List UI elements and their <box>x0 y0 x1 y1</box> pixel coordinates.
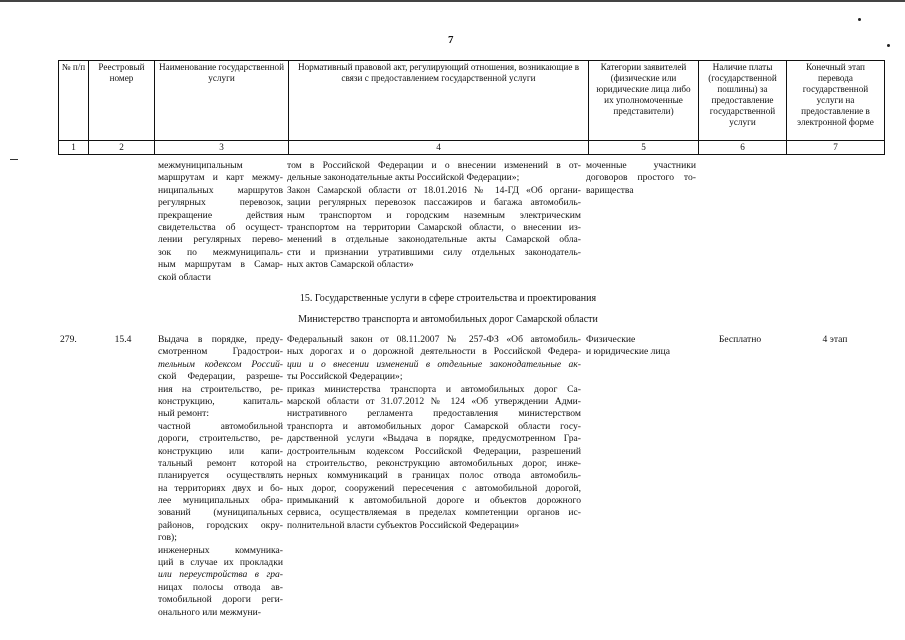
continued-legal-act <box>287 160 581 272</box>
text-line: сти и признании утратившими силу отдельных законодатель- <box>287 246 581 258</box>
text-line: ты Российской Федерации»; <box>287 371 403 383</box>
col-header-applicants: Категории заявителей (физические или юридические лица либо их уполномоченные представители) <box>589 61 699 141</box>
text-line: варищества <box>586 184 634 196</box>
col-header-num: № п/п <box>59 61 89 141</box>
text-line: на территориях двух и бо- <box>158 482 283 494</box>
col-number: 7 <box>787 141 885 155</box>
text-line: дороги, строительство, ре- <box>158 433 283 445</box>
fee: Бесплатно <box>718 334 762 345</box>
text-line: конструкцию или капи- <box>158 445 283 457</box>
text-line: тальный ремонт которой <box>158 457 283 469</box>
col-number: 6 <box>699 141 787 155</box>
row-number: 279. <box>60 334 77 345</box>
text-line: ным транспортом и городским наземным электрическим <box>287 209 581 221</box>
text-line: лении регулярных перево- <box>158 234 283 246</box>
text-line: нерных коммуникаций в границах полос отвода автомобиль- <box>287 470 581 482</box>
service-name <box>158 334 283 619</box>
text-line: Закон Самарской области от 18.01.2016 № 14-ГД «Об органи- <box>287 184 581 196</box>
text-line: Физические <box>586 334 636 345</box>
text-line: дельные законодательные акты Российской Федерации»; <box>287 172 520 184</box>
text-line: на строительство, реконструкцию автомобильных дорог, инже- <box>287 457 581 469</box>
text-line: ных дорог, сооружений пересечения с автомобильной дорогой, <box>287 482 581 494</box>
text-line: ской области <box>158 271 211 283</box>
text-line: менений в отдельные законодательные акты Самарской обла- <box>287 234 581 246</box>
text-line: маршрутам и карт межму- <box>158 172 283 184</box>
text-line: достроительным кодексом Российской Федерации, разрешений <box>287 445 581 457</box>
text-line: районов, городских окру- <box>158 519 283 531</box>
text-line: ных актов Самарской области» <box>287 259 414 271</box>
col-header-registry: Реестровый номер <box>89 61 155 141</box>
text-line: договоров простого то- <box>586 172 696 184</box>
scan-speck <box>858 18 861 21</box>
text-line: лее муниципальных обра- <box>158 495 283 507</box>
text-line: зований (муниципальных <box>158 507 283 519</box>
text-line: зации регулярных перевозок пассажиров и багажа автомобиль- <box>287 197 581 209</box>
text-line: планируется осуществлять <box>158 470 283 482</box>
applicants <box>586 334 696 359</box>
text-line: онального или межмуни- <box>158 606 262 618</box>
col-header-legal-act: Нормативный правовой акт, регулирующий отношения, возникающие в связи с предоставлением государственной услуги <box>289 61 589 141</box>
text-line: регулярных перевозок, <box>158 197 283 209</box>
col-number: 4 <box>289 141 589 155</box>
text-line: том в Российской Федерации и о внесении изменений в от- <box>287 160 581 171</box>
final-stage: 4 этап <box>822 334 848 345</box>
text-line: или переустройства в гра- <box>158 569 283 581</box>
col-number: 1 <box>59 141 89 155</box>
text-line: конструкцию, капиталь- <box>158 395 283 407</box>
col-header-fee: Наличие платы (государственной пошлины) за предоставление государственной услуги <box>699 61 787 141</box>
ministry-title: Министерство транспорта и автомобильных дорог Самарской области <box>298 314 598 325</box>
col-header-final-stage: Конечный этап перевода государственной услуги на предоставление в электронной форме <box>787 61 885 141</box>
text-line: нистративного регламента предоставления министерством <box>287 408 581 420</box>
text-line: зок по межмуниципаль- <box>158 246 283 258</box>
text-line: ций в случае их прокладки <box>158 557 283 569</box>
continued-applicants <box>586 160 696 197</box>
text-line: гов); <box>158 532 177 544</box>
text-line: и юридические лица <box>586 346 670 358</box>
text-line: приказ министерства транспорта и автомобильных дорог Са- <box>287 383 581 395</box>
text-line: Федеральный закон от 08.11.2007 № 257-ФЗ «Об автомобиль- <box>287 334 581 345</box>
text-line: межмуниципальным <box>158 160 243 171</box>
text-line: полнительной власти субъектов Российской Федерации» <box>287 519 520 531</box>
text-line: смотренном Градострои- <box>158 346 283 358</box>
legal-act <box>287 334 581 532</box>
text-line: прекращение действия <box>158 209 283 221</box>
col-header-service-name: Наименование государственной услуги <box>155 61 289 141</box>
text-line: тельным кодексом Россий- <box>158 358 283 370</box>
text-line: Выдача в порядке, преду- <box>158 334 283 345</box>
text-line: ции и о внесении изменений в отдельные законодательные ак- <box>287 358 581 370</box>
text-line: ницах полосы отвода ав- <box>158 581 283 593</box>
text-line: ния на строительство, ре- <box>158 383 283 395</box>
col-number: 5 <box>589 141 699 155</box>
page-number: 7 <box>448 34 454 46</box>
text-line: томобильной дороги реги- <box>158 594 283 606</box>
text-line: сервиса, осуществляемая в пределах компетенции органов ис- <box>287 507 581 519</box>
continued-service-name <box>158 160 283 284</box>
text-line: транспорта и автомобильных дорог Самарской области госу- <box>287 420 581 432</box>
text-line: моченные участники <box>586 160 696 171</box>
section-title: 15. Государственные услуги в сфере строительства и проектирования <box>299 293 597 304</box>
col-number: 2 <box>89 141 155 155</box>
text-line: ниципальных маршрутов <box>158 184 283 196</box>
text-line: ным маршрутам в Самар- <box>158 259 283 271</box>
margin-tick <box>10 159 18 160</box>
text-line: ской Федерации, разреше- <box>158 371 283 383</box>
text-line: ный ремонт: <box>158 408 210 420</box>
scan-speck <box>887 44 890 47</box>
header-table <box>58 60 885 155</box>
text-line: инженерных коммуника- <box>158 544 283 556</box>
text-line: дарственной услуги «Выдача в порядке, предусмотренном Гра- <box>287 433 581 445</box>
text-line: примыканий к автомобильной дороге и объектов дорожного <box>287 495 581 507</box>
text-line: ных дорогах и о дорожной деятельности в Российской Федера- <box>287 346 581 358</box>
text-line: транспортом на территории Самарской области, о внесении из- <box>287 221 581 233</box>
registry-number: 15.4 <box>114 334 132 345</box>
col-number: 3 <box>155 141 289 155</box>
text-line: свидетельства об осущест- <box>158 221 283 233</box>
text-line: марской области от 31.07.2012 № 124 «Об утверждении Адми- <box>287 395 581 407</box>
top-border-line <box>0 0 905 2</box>
text-line: частной автомобильной <box>158 420 283 432</box>
